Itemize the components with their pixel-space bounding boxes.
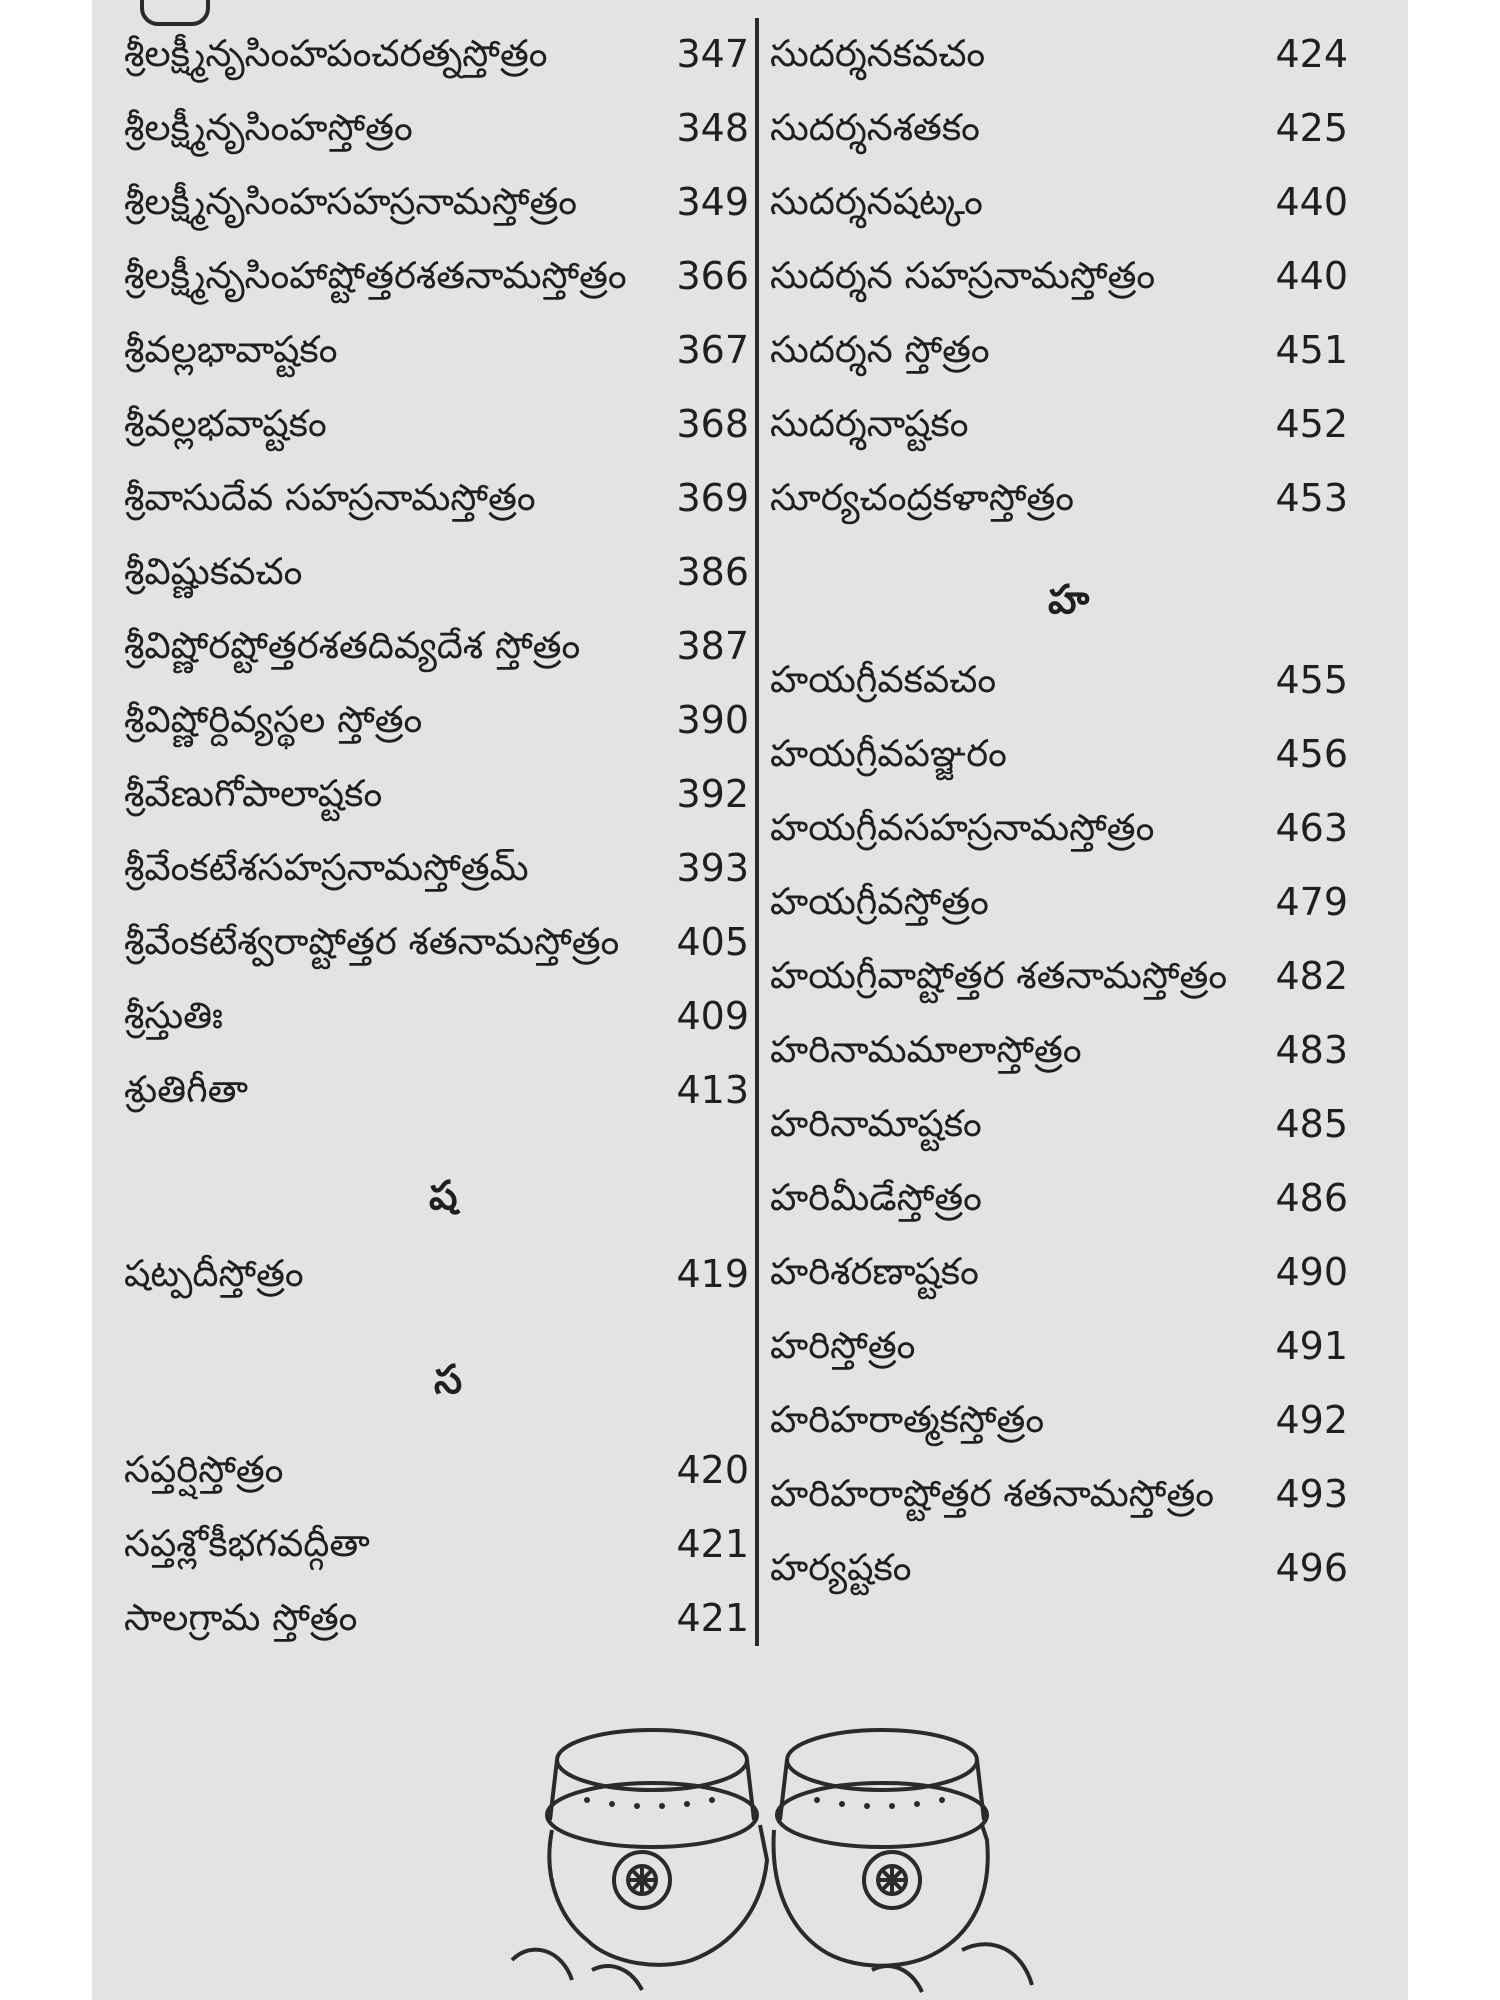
- toc-entry: శ్రీలక్ష్మీనృసింహాష్టోత్తరశతనామస్తోత్రం 366: [124, 254, 749, 298]
- toc-entry: సప్తర్షిస్తోత్రం 420: [124, 1448, 749, 1492]
- toc-entry: హర్యష్టకం 496: [770, 1546, 1348, 1590]
- toc-entry: శ్రీవల్లభవాష్టకం 368: [124, 402, 749, 446]
- toc-entry: షట్పదీస్తోత్రం 419: [124, 1252, 749, 1296]
- toc-entry: శ్రీవల్లభావాష్టకం 367: [124, 328, 749, 372]
- toc-entry: శ్రీలక్ష్మీనృసింహసహస్రనామస్తోత్రం 349: [124, 180, 749, 224]
- toc-entry: శ్రీవిష్ణుకవచం 386: [124, 550, 749, 594]
- section-heading-sa: స: [434, 1357, 463, 1403]
- toc-entry: సుదర్శనకవచం 424: [770, 32, 1348, 76]
- toc-entry: శ్రుతిగీతా 413: [124, 1068, 749, 1112]
- section-heading-ha: హ: [1048, 577, 1090, 623]
- toc-entry: సుదర్శనశతకం 425: [770, 106, 1348, 150]
- toc-entry: హయగ్రీవకవచం 455: [770, 658, 1348, 702]
- anklets-illustration: [492, 1720, 1052, 2000]
- toc-entry: హరిమీడేస్తోత్రం 486: [770, 1176, 1348, 1220]
- toc-entry: శ్రీలక్ష్మీనృసింహస్తోత్రం 348: [124, 106, 749, 150]
- toc-entry: శ్రీస్తుతిః 409: [124, 994, 749, 1038]
- toc-entry: శ్రీవేంకటేశసహస్రనామస్తోత్రమ్ 393: [124, 846, 749, 890]
- toc-entry: శ్రీలక్ష్మీనృసింహపంచరత్నస్తోత్రం 347: [124, 32, 749, 76]
- right-anklet-ring: [777, 1783, 987, 1847]
- toc-entry: హరినామమాలాస్తోత్రం 483: [770, 1028, 1348, 1072]
- column-divider: [755, 18, 759, 1646]
- toc-entry: హయగ్రీవస్తోత్రం 479: [770, 880, 1348, 924]
- toc-entry: సుదర్శనాష్టకం 452: [770, 402, 1348, 446]
- toc-entry: సాలగ్రామ స్తోత్రం 421: [124, 1596, 749, 1640]
- toc-entry: సప్తశ్లోకీభగవద్గీతా 421: [124, 1522, 749, 1566]
- left-anklet-ring: [547, 1783, 757, 1847]
- toc-entry: హరిహరాష్టోత్తర శతనామస్తోత్రం 493: [770, 1472, 1348, 1516]
- toc-entry: శ్రీవిష్ణోరష్టోత్తరశతదివ్యదేశ స్తోత్రం 387: [124, 624, 749, 668]
- toc-entry: హయగ్రీవసహస్రనామస్తోత్రం 463: [770, 806, 1348, 850]
- toc-entry: సూర్యచంద్రకళాస్తోత్రం 453: [770, 476, 1348, 520]
- toc-entry: సుదర్శనషట్కం 440: [770, 180, 1348, 224]
- book-page: [92, 0, 1408, 2000]
- toc-entry: సుదర్శన స్తోత్రం 451: [770, 328, 1348, 372]
- toc-entry: శ్రీవిష్ణోర్దివ్యస్థల స్తోత్రం 390: [124, 698, 749, 742]
- toc-entry: సుదర్శన సహస్రనామస్తోత్రం 440: [770, 254, 1348, 298]
- toc-entry: హరిస్తోత్రం 491: [770, 1324, 1348, 1368]
- toc-entry: హయగ్రీవపఞ్జరం 456: [770, 732, 1348, 776]
- toc-entry: శ్రీవేణుగోపాలాష్టకం 392: [124, 772, 749, 816]
- toc-entry: శ్రీవాసుదేవ సహస్రనామస్తోత్రం 369: [124, 476, 749, 520]
- toc-entry: హరిహరాత్మకస్తోత్రం 492: [770, 1398, 1348, 1442]
- section-heading-sha: ష: [429, 1173, 458, 1219]
- toc-entry: హరిశరణాష్టకం 490: [770, 1250, 1348, 1294]
- corner-ornament: [140, 0, 210, 26]
- toc-entry: శ్రీవేంకటేశ్వరాష్టోత్తర శతనామస్తోత్రం 405: [124, 920, 749, 964]
- toc-entry: హయగ్రీవాష్టోత్తర శతనామస్తోత్రం 482: [770, 954, 1348, 998]
- toc-entry: హరినామాష్టకం 485: [770, 1102, 1348, 1146]
